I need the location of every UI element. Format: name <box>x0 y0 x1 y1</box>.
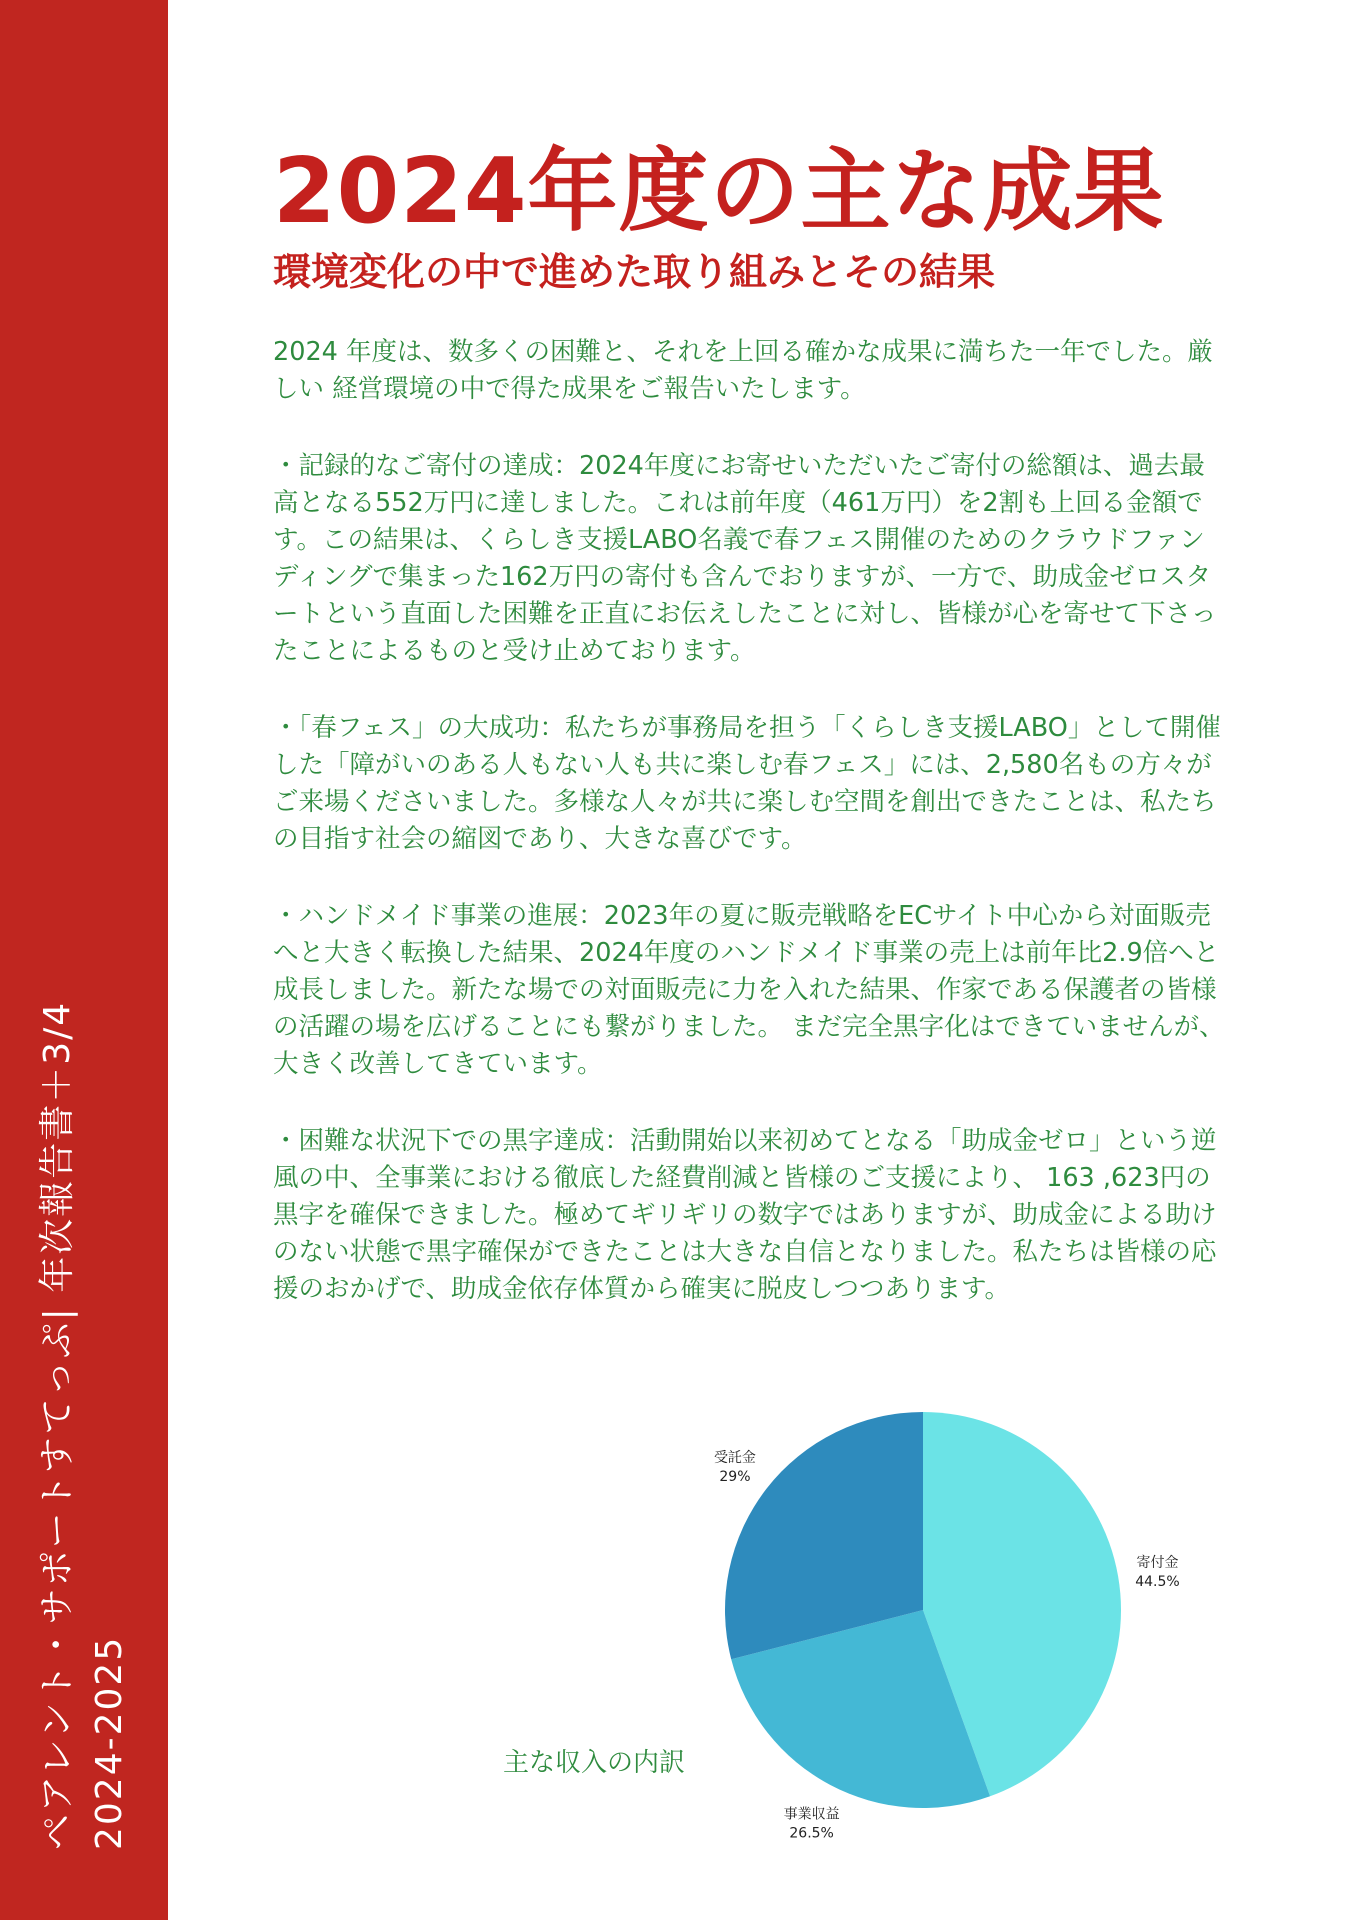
achievement-handmade: ・ハンドメイド事業の進展：2023年の夏に販売戦略をECサイト中心から対面販売へと大きく転換した結果、2024年度のハンドメイド事業の売上は前年比2.9倍へと成長しました。新たな場での対面販売に力を入れた結果、作家である保護者の皆様の活躍の場を広げることにも繋がりました。 まだ完全黒字化はできていませんが、大きく改善してきています。 <box>273 901 1225 1079</box>
sidebar-report-label <box>32 870 136 1850</box>
sidebar-report-title: ペアレント・サポートすてっぷ| 年次報告書＋3/4 <box>37 1000 78 1850</box>
page-subtitle: 環境変化の中で進めた取り組みとその結果 <box>273 250 996 294</box>
income-pie-chart <box>650 1350 1210 1850</box>
page-title: 2024年度の主な成果 <box>273 139 1165 244</box>
pie-label-2: 受託金 <box>713 1450 756 1467</box>
pie-percent-0: 44.5% <box>1135 1574 1180 1591</box>
chart-caption: 主な収入の内訳 <box>503 1748 686 1778</box>
sidebar <box>0 0 168 1920</box>
achievement-spring-fest: ・「春フェス」の大成功：私たちが事務局を担う「くらしき支援LABO」として開催した「障がいのある人もない人も共に楽しむ春フェス」には、2,580名もの方々がご来場くださいました。多様な人々が共に楽しむ空間を創出できたことは、私たちの目指す社会の縮図であり、大きな喜びです。 <box>273 713 1221 854</box>
pie-percent-2: 29% <box>719 1469 751 1486</box>
pie-label-0: 寄付金 <box>1136 1555 1179 1572</box>
achievement-donations: ・記録的なご寄付の達成：2024年度にお寄せいただいたご寄付の総額は、過去最高となる552万円に達しました。これは前年度（461万円）を2割も上回る金額です。この結果は、くらしき支援LABO名義で春フェス開催のためのクラウドファンディングで集まった162万円の寄付も含んでおりますが、一方で、助成金ゼロスタートという直面した困難を正直にお伝えしたことに対し、皆様が心を寄せて下さったことによるものと受け止めております。 <box>273 451 1217 666</box>
pie-label-1: 事業収益 <box>783 1806 840 1823</box>
body-text <box>273 334 1225 1348</box>
pie-percent-1: 26.5% <box>789 1825 834 1842</box>
achievement-surplus: ・困難な状況下での黒字達成：活動開始以来初めてとなる「助成金ゼロ」という逆風の中、全事業における徹底した経費削減と皆様のご支援により、 163 ,623円の黒字を確保できました。極めてギリギリの数字ではありますが、助成金による助けのない状態で黒字確保ができたことは大きな自信となりました。私たちは皆様の応援のおかげで、助成金依存体質から確実に脱皮しつつあります。 <box>273 1126 1217 1304</box>
intro-paragraph: 2024 年度は、数多くの困難と、それを上回る確かな成果に満ちた一年でした。厳しい 経営環境の中で得た成果をご報告いたします。 <box>273 337 1214 404</box>
sidebar-report-years: 2024-2025 <box>89 1635 130 1850</box>
